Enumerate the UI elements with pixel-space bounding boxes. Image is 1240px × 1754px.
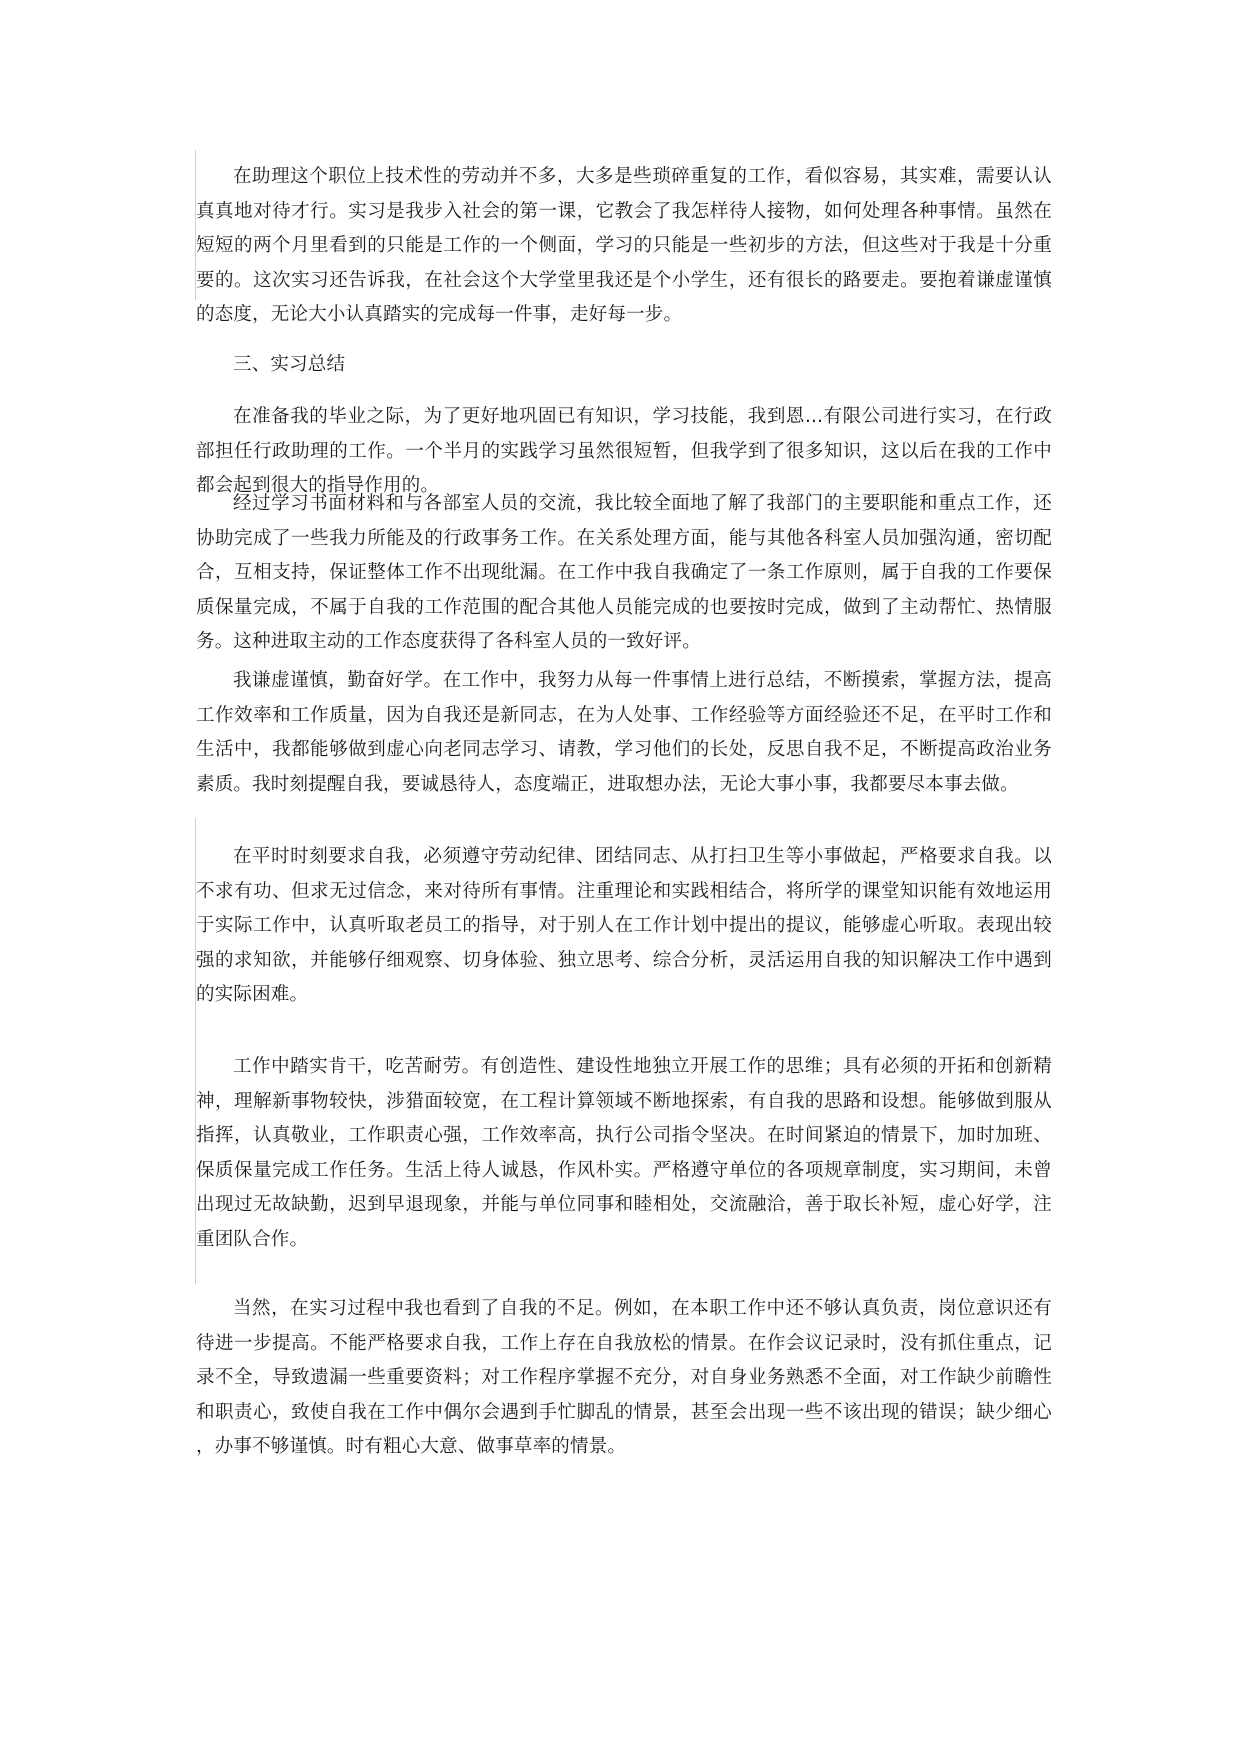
body-paragraph-5: 在平时时刻要求自我，必须遵守劳动纪律、团结同志、从打扫卫生等小事做起，严格要求自我。以不求有功、但求无过信念，来对待所有事情。注重理论和实践相结合，将所学的课堂知识能有效地运用于实际工作中，认真听取老员工的指导，对于别人在工作计划中提出的提议，能够虚心听取。表现出较强的求知欲，并能够仔细观察、切身体验、独立思考、综合分析，灵活运用自我的知识解决工作中遇到的实际困难。 [196, 846, 1052, 1006]
body-paragraph-4: 我谦虚谨慎，勤奋好学。在工作中，我努力从每一件事情上进行总结，不断摸索，掌握方法，提高工作效率和工作质量，因为自我还是新同志，在为人处事、工作经验等方面经验还不足，在平时工作和生活中，我都能够做到虚心向老同志学习、请教，学习他们的长处，反思自我不足，不断提高政治业务素质。我时刻提醒自我，要诚恳待人，态度端正，进取想办法，无论大事小事，我都要尽本事去做。 [196, 670, 1052, 795]
body-paragraph-2: 在准备我的毕业之际，为了更好地巩固已有知识，学习技能，我到恩...有限公司进行实习，在行政部担任行政助理的工作。一个半月的实践学习虽然很短暂，但我学到了很多知识，这以后在我的工作中都会起到很大的指导作用的。 [196, 406, 1052, 497]
body-paragraph-7: 当然，在实习过程中我也看到了自我的不足。例如，在本职工作中还不够认真负责，岗位意识还有待进一步提高。不能严格要求自我，工作上存在自我放松的情景。在作会议记录时，没有抓住重点，记录不全，导致遗漏一些重要资料；对工作程序掌握不充分，对自身业务熟悉不全面，对工作缺少前瞻性和职责心，致使自我在工作中偶尔会遇到手忙脚乱的情景，甚至会出现一些不该出现的错误；缺少细心，办事不够谨慎。时有粗心大意、做事草率的情景。 [196, 1298, 1052, 1458]
body-paragraph-3: 经过学习书面材料和与各部室人员的交流，我比较全面地了解了我部门的主要职能和重点工作，还协助完成了一些我力所能及的行政事务工作。在关系处理方面，能与其他各科室人员加强沟通，密切配合，互相支持，保证整体工作不出现纰漏。在工作中我自我确定了一条工作原则，属于自我的工作要保质保量完成，不属于自我的工作范围的配合其他人员能完成的也要按时完成，做到了主动帮忙、热情服务。这种进取主动的工作态度获得了各科室人员的一致好评。 [196, 493, 1052, 653]
body-paragraph-6: 工作中踏实肯干，吃苦耐劳。有创造性、建设性地独立开展工作的思维；具有必须的开拓和创新精神，理解新事物较快，涉猎面较宽，在工程计算领域不断地探索，有自我的思路和设想。能够做到服从指挥，认真敬业，工作职责心强，工作效率高，执行公司指令坚决。在时间紧迫的情景下，加时加班、保质保量完成工作任务。生活上待人诚恳，作风朴实。严格遵守单位的各项规章制度，实习期间，未曾出现过无故缺勤，迟到早退现象，并能与单位同事和睦相处，交流融洽，善于取长补短，虚心好学，注重团队合作。 [196, 1056, 1052, 1250]
section-heading: 三、实习总结 [233, 354, 346, 375]
body-paragraph-1: 在助理这个职位上技术性的劳动并不多，大多是些琐碎重复的工作，看似容易，其实难，需要认认真真地对待才行。实习是我步入社会的第一课，它教会了我怎样待人接物，如何处理各种事情。虽然在短短的两个月里看到的只能是工作的一个侧面，学习的只能是一些初步的方法，但这些对于我是十分重要的。这次实习还告诉我，在社会这个大学堂里我还是个小学生，还有很长的路要走。要抱着谦虚谨慎的态度，无论大小认真踏实的完成每一件事，走好每一步。 [196, 166, 1052, 326]
